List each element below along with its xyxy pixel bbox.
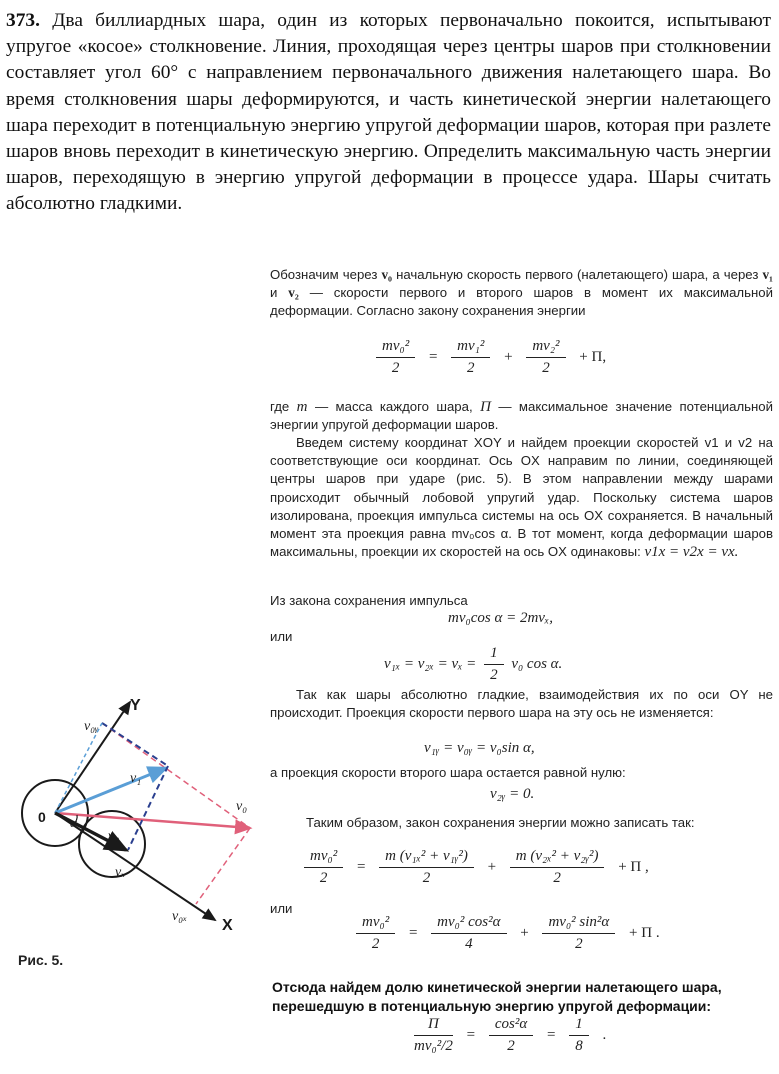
equation-v2y: v₂ᵧ = 0. xyxy=(490,786,535,802)
text-segment: Введем систему координат XOY и найдем проекции скоростей v1 и v2 на соответствующие оси координат. Ось OX направим по линии, соединяющей центры шаров при ударе (рис. 5). В этом направлении между шарами происходит обычный лобовой упругий удар. Поскольку система шаров изолирована, проекция импульса системы на ось OX сохраняется. В начальный момент эта проекция равна mv₀cos α. В тот момент, когда деформации шаров максимальны, проекции их скоростей на ось OX одинаковы: xyxy=(270,435,773,560)
label-v0: v₀ xyxy=(236,799,248,814)
symbol-P: П xyxy=(480,399,491,415)
solution-paragraph-3 xyxy=(270,434,773,561)
or-2 xyxy=(270,900,330,918)
equation-energy-2: $\frac{\text{mv₀²}}{2}$ = $\frac{\text{m (v₁ₓ² + v₁ᵧ²)}}{2}$ + $\frac{\text{m (v₂ₓ² + v₂ᵧ²)}}{2}$ + П , xyxy=(300,848,655,887)
problem-text: Два биллиардных шара, один из которых первоначально покоится, испытывают упругое «косое» столкновение. Линия, проходящая через центры шаров при столкновении составляет угол 60° с направлением первоначального движения налетающего шара. Во время столкновения шары деформируются, и часть кинетической энергии налетающего шара переходит в потенциальную энергию упругой деформации шаров, которая при разлете шаров вновь переходит в кинетическую энергию. Определить максимальную часть энергии шаров, переходящую в энергию упругой деформации в процессе удара. Шары считать абсолютно гладкими. xyxy=(6,10,771,215)
text-segment: — скорости первого и второго шаров в момент их максимальной деформации. Согласно закону сохранения энергии xyxy=(270,285,773,319)
text-segment: Таким образом, закон сохранения энергии можно записать так: xyxy=(306,815,695,830)
problem-number: 373. xyxy=(6,10,40,31)
text-segment: или xyxy=(270,901,293,916)
text-segment: или xyxy=(270,629,293,644)
equation-v1y: v₁ᵧ = v₀ᵧ = v₀sin α, xyxy=(424,740,535,756)
text-segment: Из закона сохранения импульса xyxy=(270,593,468,608)
axis-x xyxy=(55,813,215,920)
text-segment: и xyxy=(270,285,278,301)
label-v2: v₂ xyxy=(108,829,120,844)
dash-v0-y xyxy=(102,723,250,828)
solution-paragraph-6 xyxy=(270,764,773,782)
equation-energy: $\frac{\text{mv₀²}}{2}$ = $\frac{\text{mv₁²}}{2}$ + $\frac{\text{mv₂²}}{2}$ + П, xyxy=(372,338,612,377)
label-origin: 0 xyxy=(38,809,46,825)
label-axis-x: X xyxy=(222,917,233,934)
solution-paragraph-2 xyxy=(270,398,773,434)
text-segment: где xyxy=(270,399,290,414)
equation-inline-vx: v1x = v2x = vx. xyxy=(644,544,739,561)
symbol-v2: v₂ xyxy=(288,285,299,301)
text-segment: а проекция скорости второго шара остается равной нулю: xyxy=(270,765,626,780)
vector-v0y xyxy=(55,723,102,813)
dash-v0-x xyxy=(196,828,250,904)
equation-result: $\frac{П}{\text{mv₀²/2}}$ = $\frac{\text{cos²α}}{2}$ = $\frac{1}{8}$ . xyxy=(414,1016,607,1054)
label-alpha: α xyxy=(70,815,77,830)
solution-paragraph-7 xyxy=(270,814,773,832)
solution-paragraph-1 xyxy=(270,266,773,321)
symbol-v1: v₁ xyxy=(762,267,773,282)
equation-momentum: mv₀cos α = 2mvₓ, xyxy=(448,610,553,626)
figure-5-diagram xyxy=(0,680,270,950)
problem-statement xyxy=(6,8,771,218)
equation-energy-3: $\frac{\text{mv₀²}}{2}$ = $\frac{\text{mv₀² cos²α}}{4}$ + $\frac{\text{mv₀² sin²α}}{2}$ + П . xyxy=(352,914,666,953)
text-segment: Так как шары абсолютно гладкие, взаимодействия их по оси OY не происходит. Проекция скорости первого шара на эту ось не изменяется: xyxy=(270,687,773,721)
equation-vx: v₁ₓ = v₂ₓ = vₓ = $\frac{1}{2}$ v₀ cos α. xyxy=(384,645,563,683)
solution-paragraph-4 xyxy=(270,592,773,610)
symbol-v0: v₀ xyxy=(381,267,392,282)
figure-caption: Рис. 5. xyxy=(18,952,64,968)
symbol-m: m xyxy=(296,399,308,415)
label-v1: v₁ xyxy=(130,771,142,786)
text-segment: Обозначим через xyxy=(270,267,378,282)
dash-v1-y xyxy=(102,723,168,766)
label-v0x: v₀ₓ xyxy=(172,909,188,924)
label-vx: vₓ xyxy=(115,865,126,880)
final-paragraph: Отсюда найдем долю кинетической энергии налетающего шара, перешедшую в потенциальную энергию упругой деформации: xyxy=(272,979,722,1014)
text-segment: — масса каждого шара, xyxy=(314,399,473,414)
or-1 xyxy=(270,628,330,646)
label-v0y: v₀ᵧ xyxy=(84,719,99,734)
text-segment: начальную скорость первого (налетающего) шара, а через xyxy=(396,267,759,282)
solution-paragraph-5 xyxy=(270,686,773,722)
text-segment: — максимальное значение потенциальной энергии упругой деформации шаров. xyxy=(270,399,774,433)
label-axis-y: Y xyxy=(130,697,141,714)
